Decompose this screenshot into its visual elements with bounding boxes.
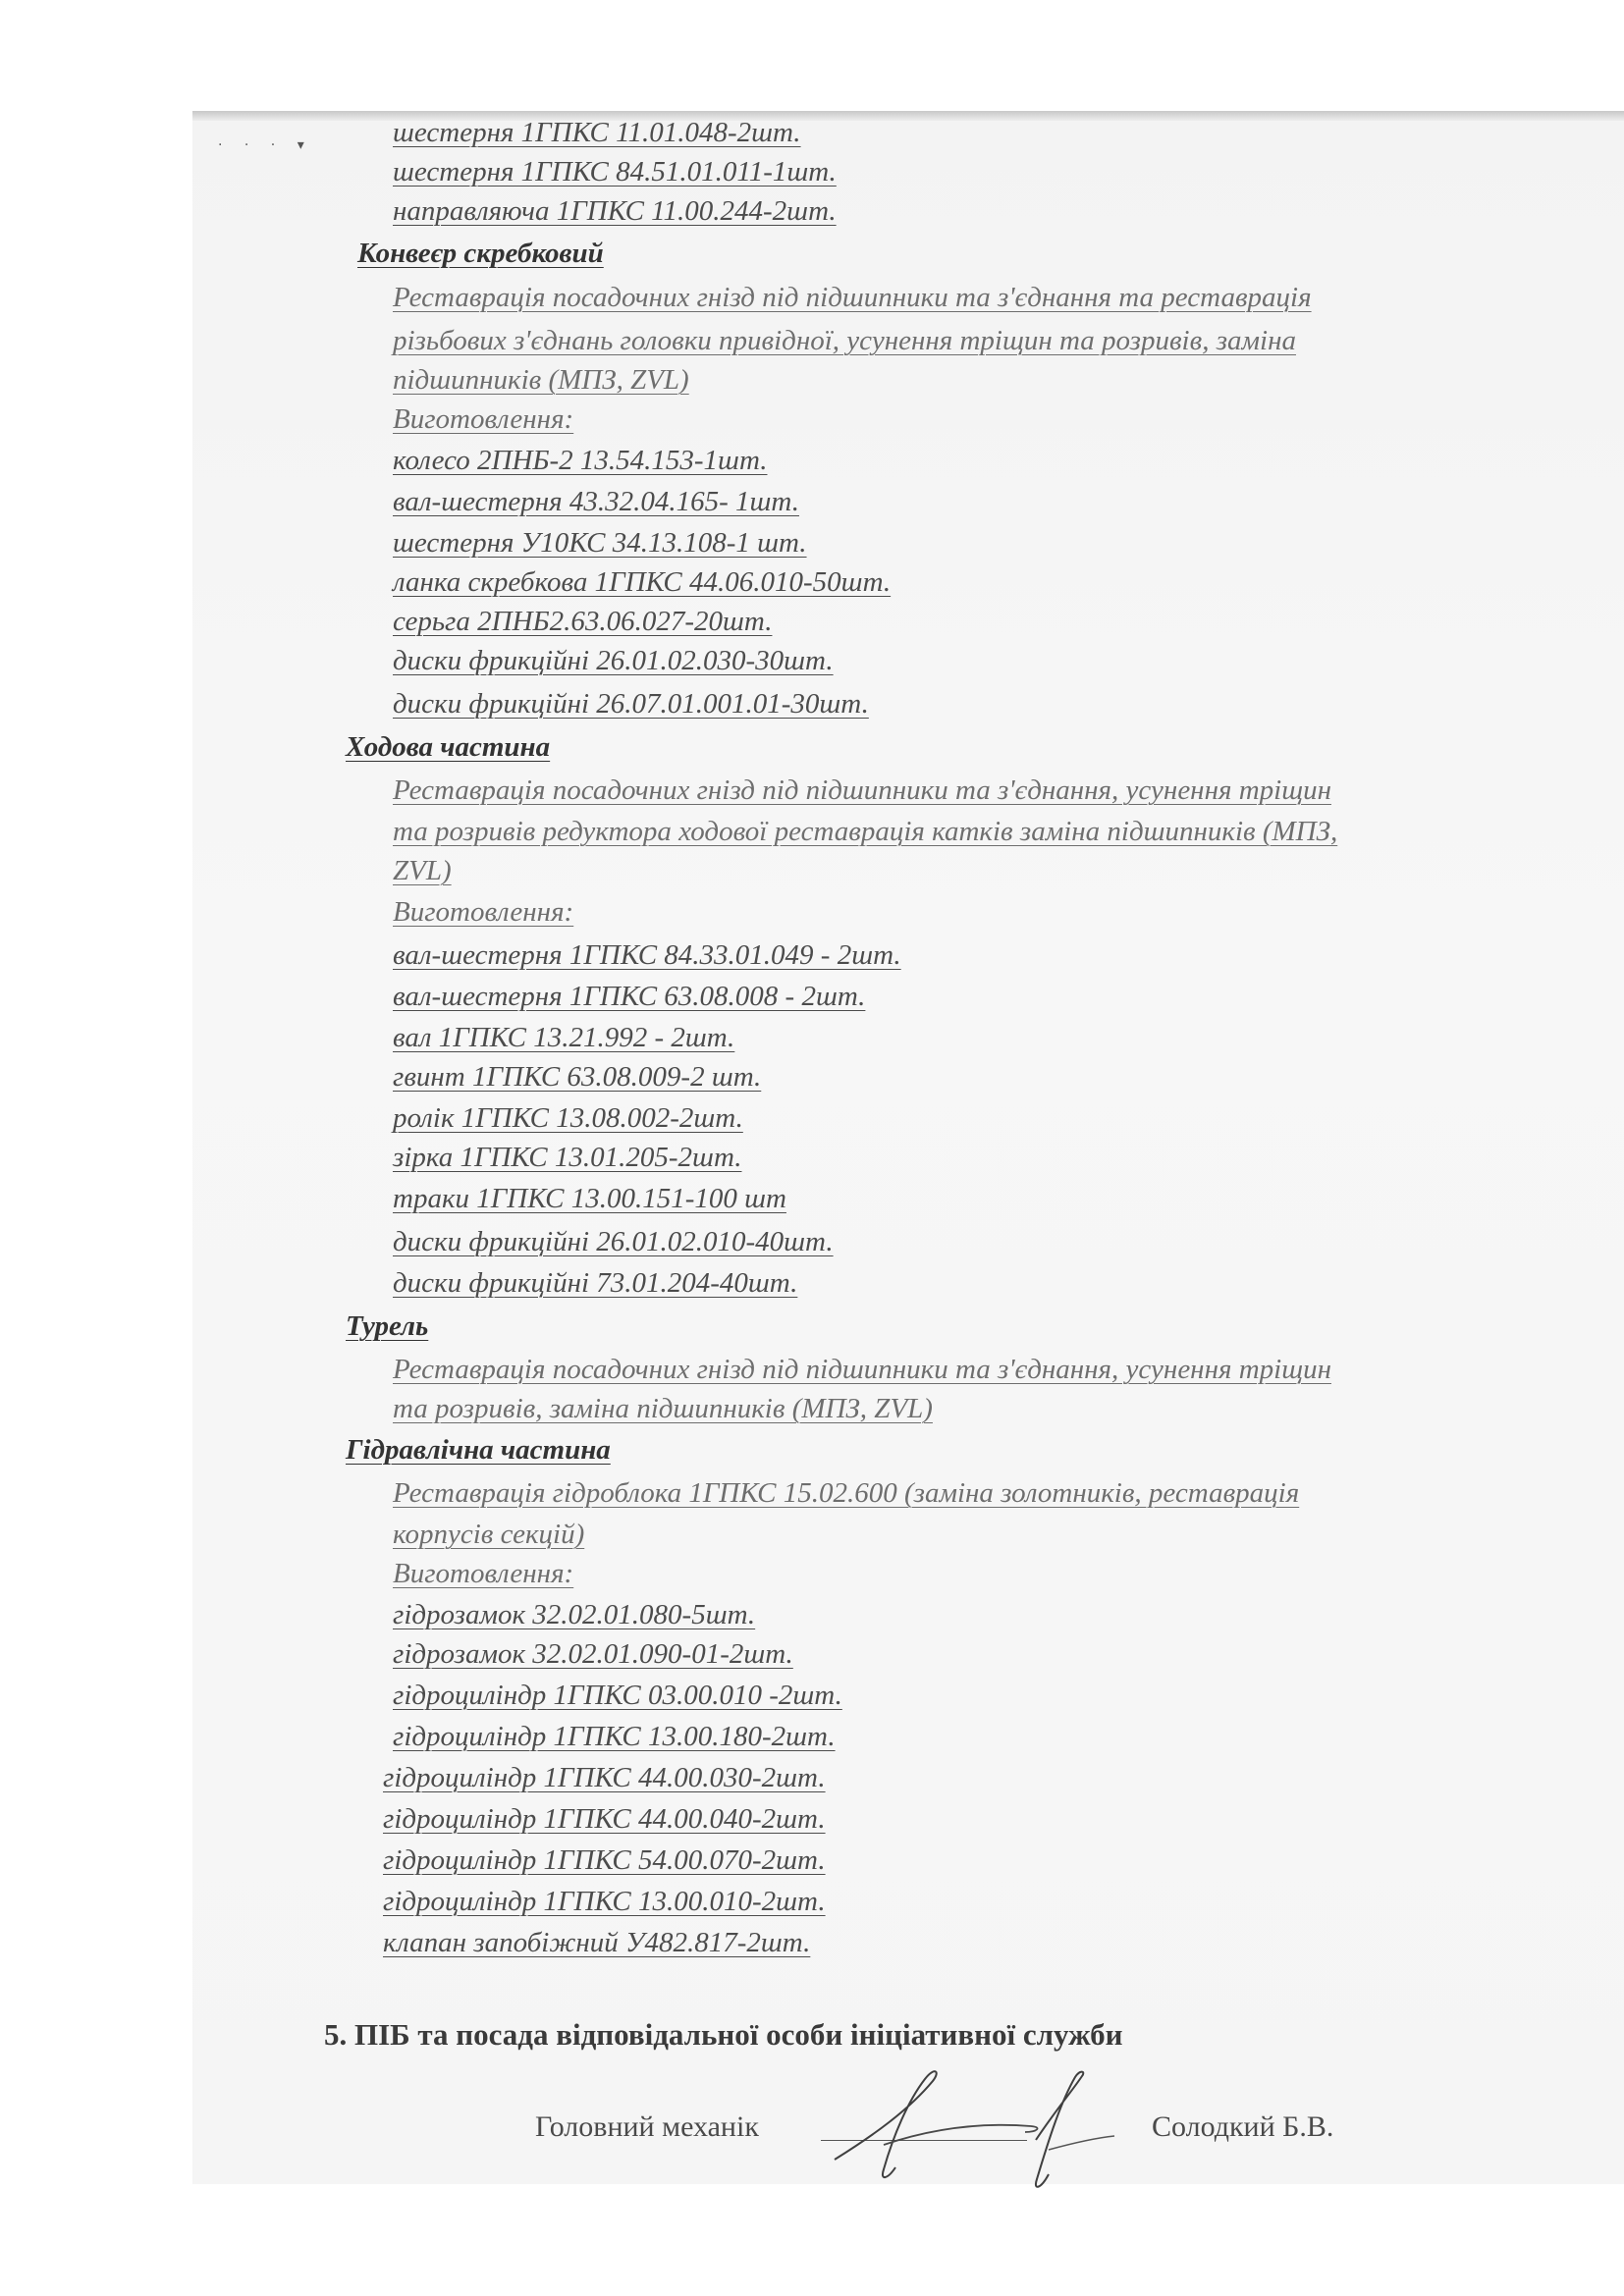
list-item: вал 1ГПКС 13.21.992 - 2шт.	[393, 1022, 735, 1053]
list-item: Реставрація посадочних гнізд під підшипники та з'єднання, усунення тріщин	[393, 1354, 1331, 1385]
list-item: зірка 1ГПКС 13.01.205-2шт.	[393, 1142, 742, 1173]
list-item: направляюча 1ГПКС 11.00.244-2шт.	[393, 195, 837, 227]
handwritten-signature	[815, 2042, 1149, 2209]
list-item: гідроциліндр 1ГПКС 13.00.180-2шт.	[393, 1721, 836, 1752]
list-item: шестерня У10КС 34.13.108-1 шт.	[393, 527, 807, 559]
list-item: ZVL)	[393, 855, 452, 886]
list-item: колесо 2ПНБ-2 13.54.153-1шт.	[393, 445, 768, 476]
list-item: шестерня 1ГПКС 11.01.048-2шт.	[393, 117, 801, 148]
signature-name: Солодкий Б.В.	[1152, 2110, 1334, 2143]
section-heading: Ходова частина	[346, 731, 551, 763]
list-item: корпусів секцій)	[393, 1519, 585, 1550]
list-item: диски фрикційні 26.01.02.030-30шт.	[393, 645, 834, 676]
list-item: серьга 2ПНБ2.63.06.027-20шт.	[393, 606, 773, 637]
list-item: та розривів редуктора ходової реставрація катків заміна підшипників (МПЗ,	[393, 816, 1338, 847]
list-item: гідрозамок 32.02.01.080-5шт.	[393, 1599, 756, 1630]
list-item: Виготовлення:	[393, 403, 574, 435]
list-item: Виготовлення:	[393, 1558, 574, 1589]
list-item: диски фрикційні 73.01.204-40шт.	[393, 1267, 798, 1299]
signature-position: Головний механік	[535, 2110, 759, 2143]
list-item: диски фрикційні 26.07.01.001.01-30шт.	[393, 688, 869, 720]
section-heading: Конвеєр скребковий	[357, 238, 604, 269]
list-item: Виготовлення:	[393, 896, 574, 928]
list-item: гідрозамок 32.02.01.090-01-2шт.	[393, 1638, 793, 1670]
list-item: Реставрація посадочних гнізд під підшипники та з'єднання, усунення тріщин	[393, 774, 1331, 806]
list-item: гідроциліндр 1ГПКС 44.00.040-2шт.	[383, 1803, 826, 1835]
list-item: ролік 1ГПКС 13.08.002-2шт.	[393, 1102, 743, 1134]
list-item: гідроциліндр 1ГПКС 13.00.010-2шт.	[383, 1886, 826, 1917]
numbered-item-responsible-person: 5. ПІБ та посада відповідальної особи ініціативної служби	[324, 2017, 1123, 2052]
list-item: гідроциліндр 1ГПКС 03.00.010 -2шт.	[393, 1680, 842, 1711]
list-item: шестерня 1ГПКС 84.51.01.011-1шт.	[393, 156, 837, 187]
list-item: Реставрація гідроблока 1ГПКС 15.02.600 (заміна золотників, реставрація	[393, 1477, 1300, 1509]
list-item: Реставрація посадочних гнізд під підшипники та з'єднання та реставрація	[393, 282, 1312, 313]
section-heading: Турель	[346, 1310, 429, 1342]
list-item: підшипників (МПЗ, ZVL)	[393, 364, 689, 396]
list-item: гідроциліндр 1ГПКС 44.00.030-2шт.	[383, 1762, 826, 1793]
list-item: різьбових з'єднань головки привідної, усунення тріщин та розривів, заміна	[393, 325, 1296, 356]
list-item: диски фрикційні 26.01.02.010-40шт.	[393, 1226, 834, 1257]
list-item: вал-шестерня 1ГПКС 63.08.008 - 2шт.	[393, 981, 866, 1012]
list-item: ланка скребкова 1ГПКС 44.06.010-50шт.	[393, 566, 892, 598]
list-item: вал-шестерня 43.32.04.165- 1шт.	[393, 486, 799, 517]
list-item: траки 1ГПКС 13.00.151-100 шт	[393, 1183, 786, 1214]
list-item: клапан запобіжний У482.817-2шт.	[383, 1927, 811, 1958]
list-item: вал-шестерня 1ГПКС 84.33.01.049 - 2шт.	[393, 939, 901, 971]
list-item: гідроциліндр 1ГПКС 54.00.070-2шт.	[383, 1844, 826, 1876]
list-item: гвинт 1ГПКС 63.08.009-2 шт.	[393, 1061, 762, 1093]
section-heading: Гідравлічна частина	[346, 1434, 611, 1466]
list-item: та розривів, заміна підшипників (МПЗ, ZVL)	[393, 1393, 933, 1424]
scan-marks: · · · ▾	[218, 137, 313, 153]
